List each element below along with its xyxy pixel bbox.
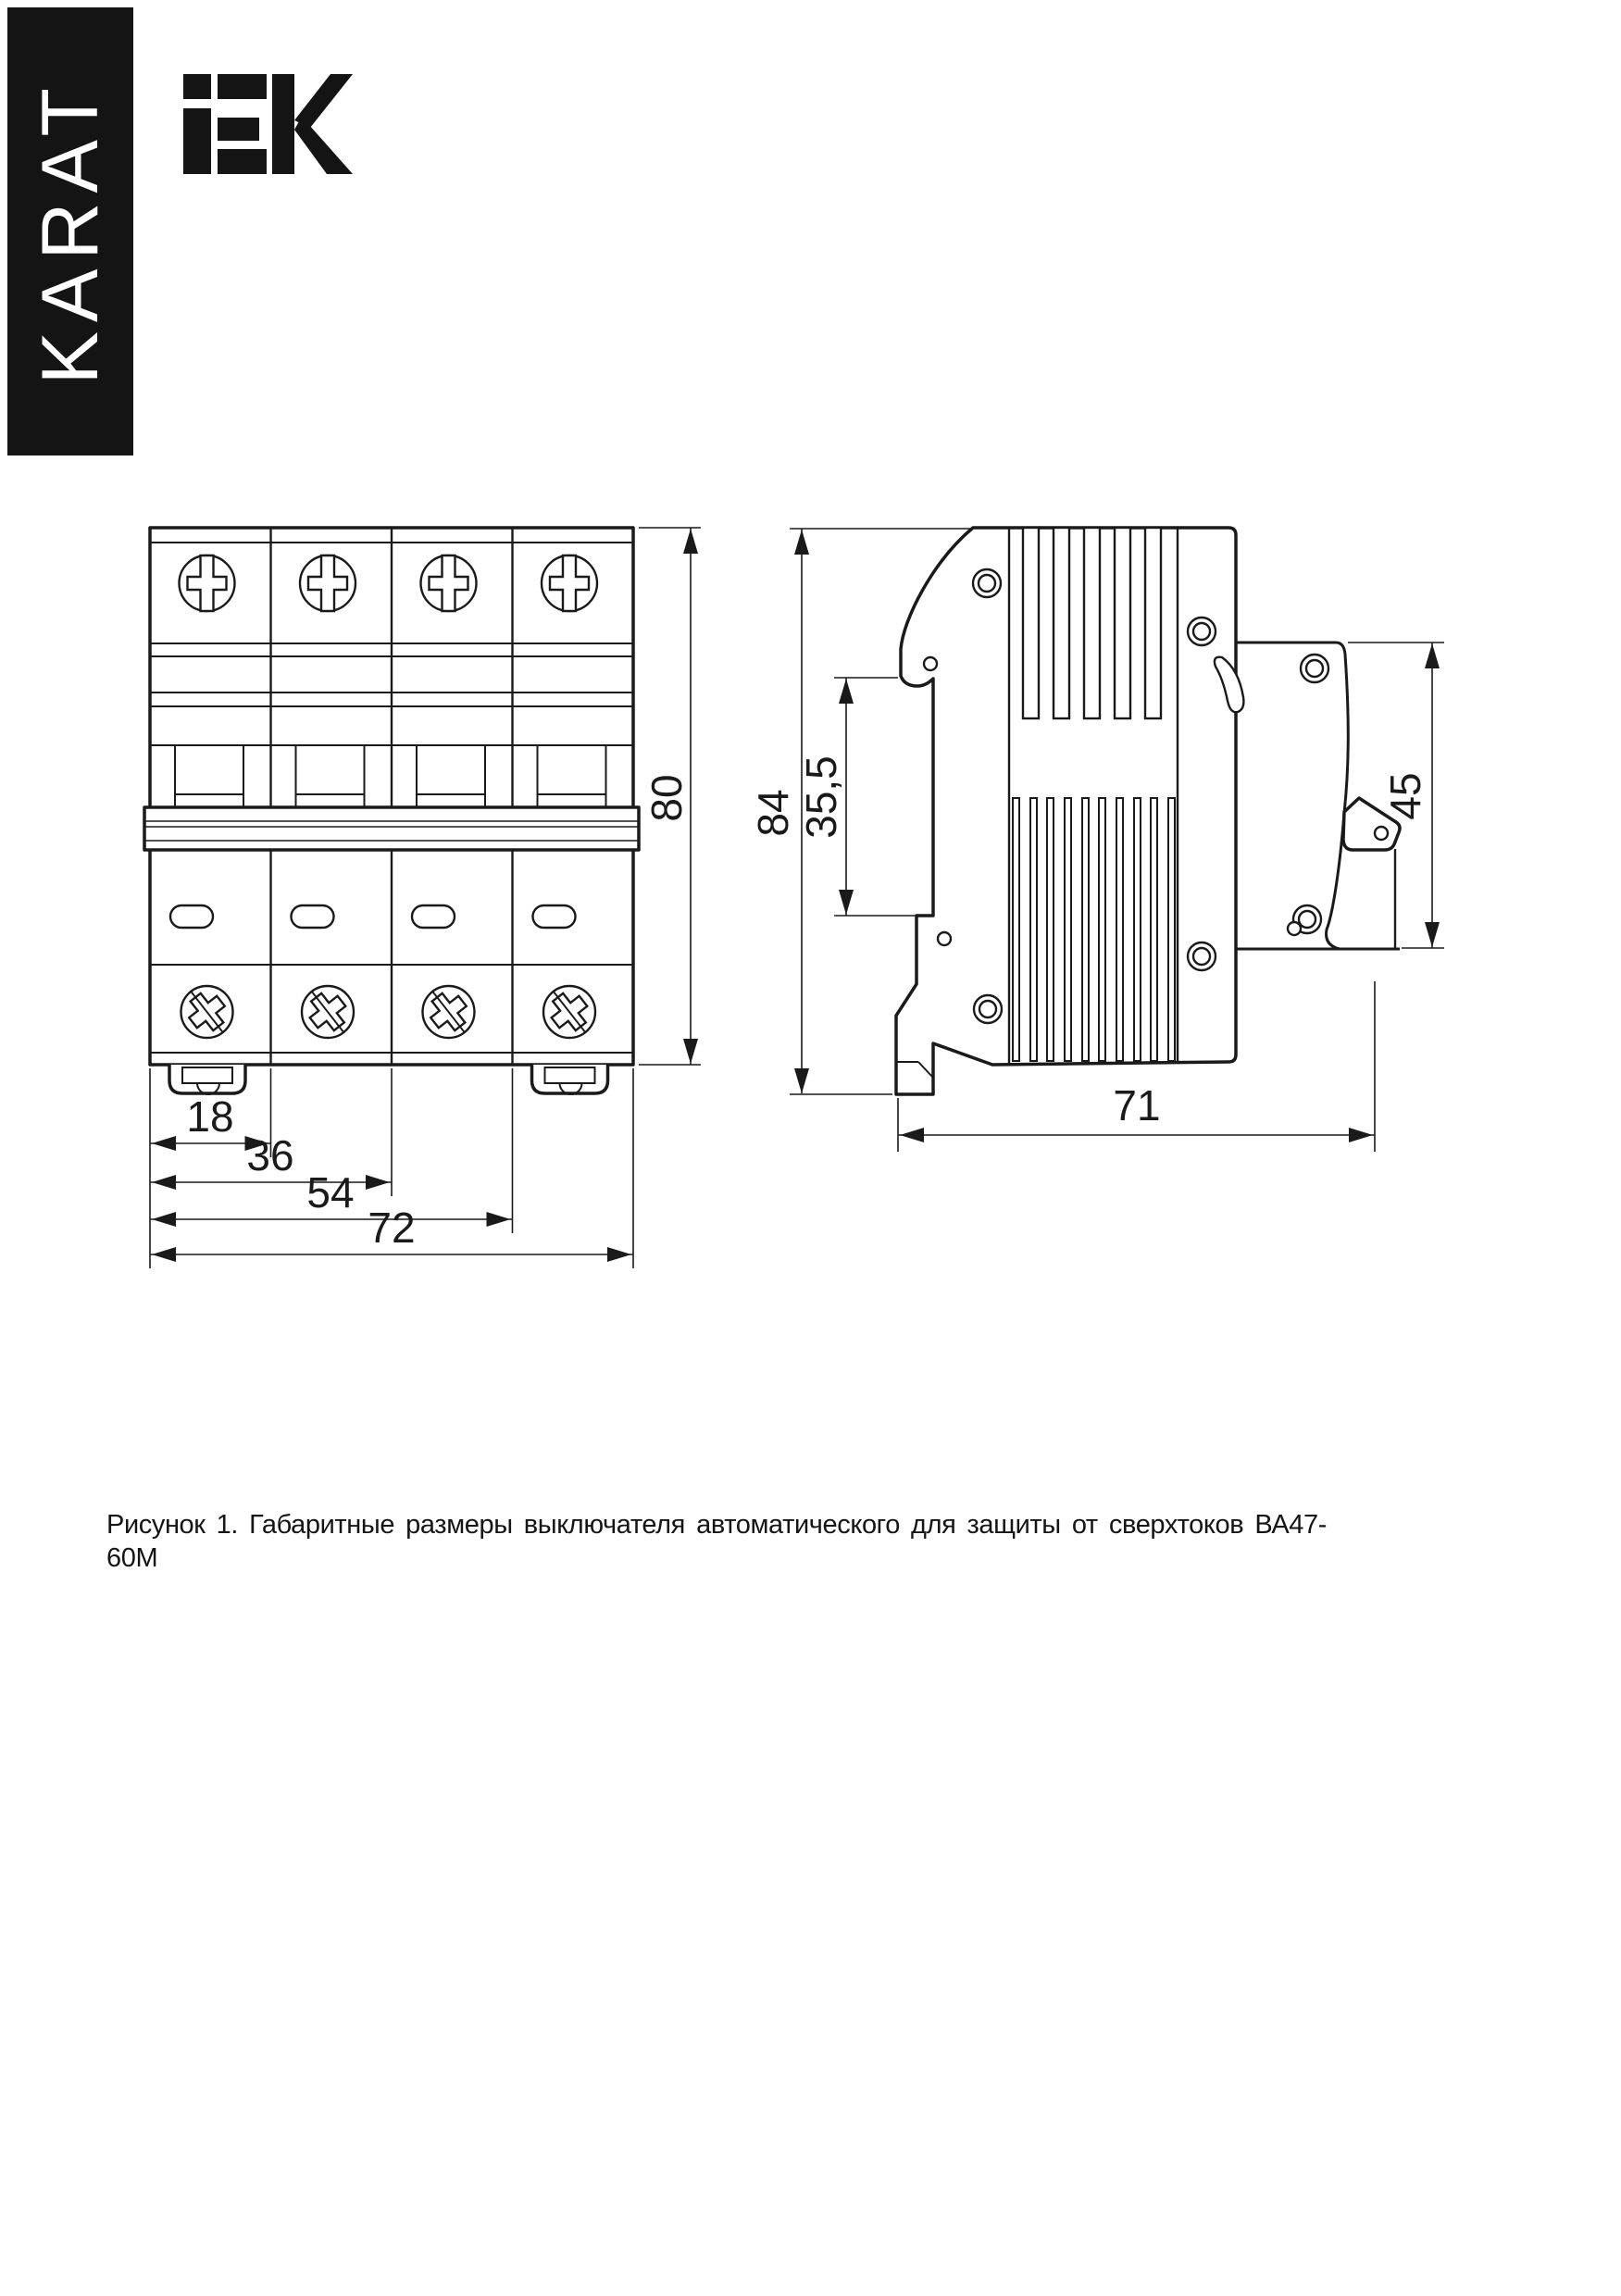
dim-label-35-5: 35,5: [797, 755, 845, 839]
dim-label-45: 45: [1381, 772, 1429, 820]
din-clip-right: [532, 1065, 608, 1094]
dim-label-84: 84: [749, 789, 797, 837]
dim-label-54: 54: [306, 1168, 355, 1217]
dim-label-18: 18: [186, 1092, 234, 1141]
dim-label-80: 80: [642, 774, 691, 822]
dim-front-height: [639, 528, 701, 1065]
terminal-cage: [1236, 643, 1348, 949]
dim-rail-seat: [797, 678, 929, 916]
dim-label-71: 71: [1113, 1081, 1161, 1129]
side-view: [749, 528, 1444, 1152]
din-clip-left: [169, 1065, 245, 1094]
dim-label-72: 72: [368, 1204, 416, 1252]
handle-crossbar: [144, 807, 639, 850]
figure-caption: Рисунок 1. Габаритные размеры выключателя автоматического для защиты от сверхтоков ВА47-60М: [106, 1510, 1327, 1574]
karat-banner-label: KARAT: [26, 78, 115, 385]
front-view: [144, 528, 701, 1268]
dim-label-36: 36: [246, 1131, 294, 1179]
dim-front-widths: [150, 1068, 633, 1268]
